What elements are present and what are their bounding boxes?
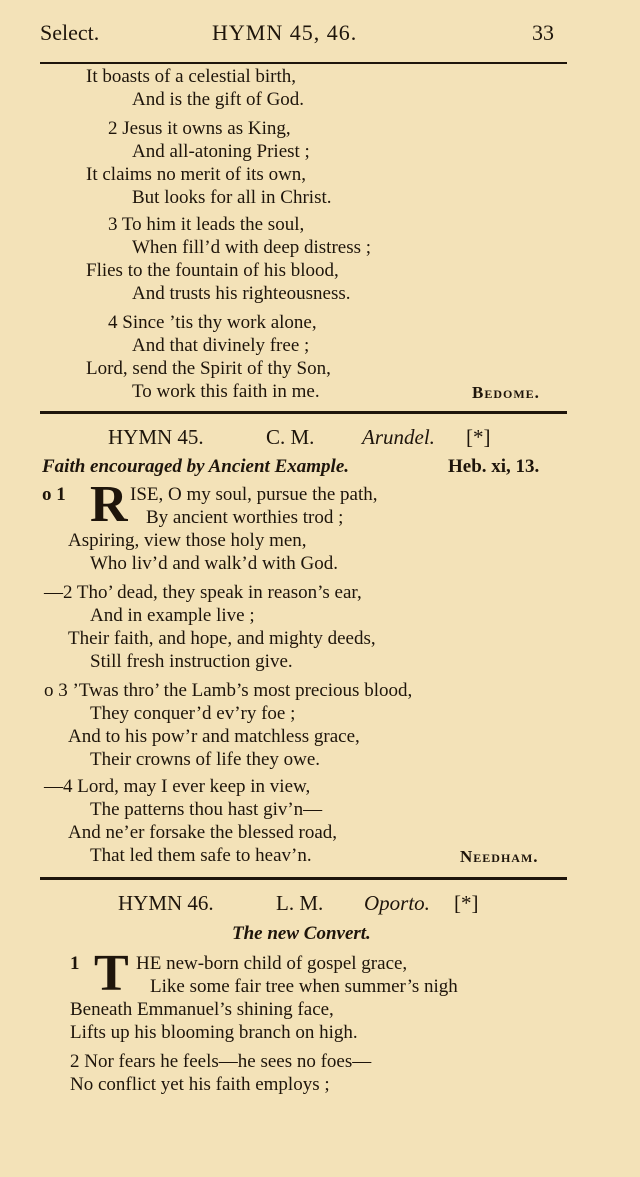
verse-line: And that divinely free ; (132, 335, 310, 356)
verse-line: —2 Tho’ dead, they speak in reason’s ear, (44, 582, 362, 603)
tune-name: Arundel. (362, 425, 435, 449)
header-section-label: Select. (40, 20, 100, 45)
stanza-mark: o 1 (42, 484, 66, 505)
author-attribution: Bedome. (472, 383, 540, 402)
section-rule (40, 411, 567, 414)
hymn-subtitle: The new Convert. (232, 923, 371, 944)
verse-line: And all-atoning Priest ; (132, 141, 310, 162)
verse-line: Beneath Emmanuel’s shining face, (70, 999, 334, 1020)
verse-line: No conflict yet his faith employs ; (70, 1074, 330, 1095)
verse-line: Who liv’d and walk’d with God. (90, 553, 339, 574)
verse-line: Their crowns of life they owe. (90, 749, 321, 770)
verse-line: The patterns thou hast giv’n— (90, 799, 323, 820)
hymn-marker: [*] (466, 425, 491, 449)
hymn-number: HYMN 46. (118, 891, 214, 915)
verse-line: —4 Lord, may I ever keep in view, (44, 776, 311, 797)
verse-line: 2 Jesus it owns as King, (108, 118, 291, 139)
verse-line: Lifts up his blooming branch on high. (70, 1022, 358, 1043)
verse-line: Like some fair tree when summer’s nigh (150, 976, 458, 997)
header-rule (40, 62, 567, 64)
verse-line: Flies to the fountain of his blood, (86, 260, 339, 281)
verse-line: It boasts of a celestial birth, (86, 66, 296, 87)
stanza-mark: 1 (70, 953, 80, 974)
verse-line: By ancient worthies trod ; (146, 507, 344, 528)
verse-line: And trusts his righteousness. (132, 283, 351, 304)
section-rule (40, 877, 567, 880)
verse-line: HE new-born child of gospel grace, (136, 953, 408, 974)
verse-line: When fill’d with deep distress ; (132, 237, 372, 258)
verse-line: That led them safe to heav’n. (90, 845, 312, 866)
verse-line: Aspiring, view those holy men, (68, 530, 307, 551)
verse-line: But looks for all in Christ. (132, 187, 332, 208)
hymn-marker: [*] (454, 891, 479, 915)
drop-cap: R (90, 476, 128, 533)
verse-line: 2 Nor fears he feels—he sees no foes— (70, 1051, 372, 1072)
hymn-subtitle: Faith encouraged by Ancient Example. (42, 456, 349, 477)
author-attribution: Needham. (460, 847, 539, 866)
verse-line: They conquer’d ev’ry foe ; (90, 703, 296, 724)
verse-line: 3 To him it leads the soul, (108, 214, 305, 235)
header-hymn-range: HYMN 45, 46. (212, 20, 358, 45)
scripture-reference: Heb. xi, 13. (448, 456, 540, 477)
verse-line: 4 Since ’tis thy work alone, (108, 312, 317, 333)
verse-line: Still fresh instruction give. (90, 651, 293, 672)
hymn-meter: L. M. (276, 891, 324, 915)
verse-line: And is the gift of God. (132, 89, 305, 110)
hymn-meter: C. M. (266, 425, 315, 449)
drop-cap: T (94, 945, 129, 1002)
page-number: 33 (532, 20, 554, 45)
verse-line: And ne’er forsake the blessed road, (68, 822, 338, 843)
verse-line: Lord, send the Spirit of thy Son, (86, 358, 331, 379)
verse-line: o 3 ’Twas thro’ the Lamb’s most precious blood, (44, 680, 413, 701)
verse-line: And in example live ; (90, 605, 255, 626)
verse-line: Their faith, and hope, and mighty deeds, (68, 628, 376, 649)
hymn-number: HYMN 45. (108, 425, 204, 449)
verse-line: It claims no merit of its own, (86, 164, 307, 185)
verse-line: ISE, O my soul, pursue the path, (130, 484, 378, 505)
verse-line: And to his pow’r and matchless grace, (68, 726, 360, 747)
tune-name: Oporto. (364, 891, 430, 915)
verse-line: To work this faith in me. (132, 381, 320, 402)
